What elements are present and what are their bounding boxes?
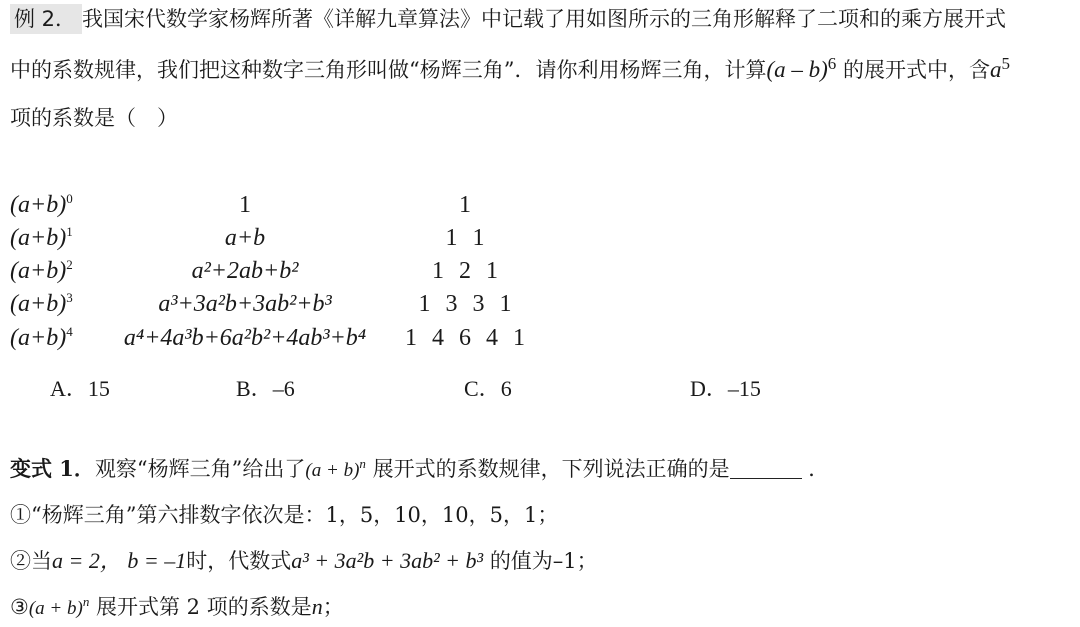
- yang-hui-triangle: [0, 190, 560, 360]
- statement-2-suffix: 的值为–1；: [489, 549, 598, 573]
- question-text-3: 项的系数是（ ）: [10, 106, 178, 130]
- variant-expression: (a + b): [305, 460, 360, 481]
- option-a[interactable]: A．15: [50, 376, 110, 401]
- row-coefficients: 1: [459, 192, 471, 218]
- statement-1: [10, 500, 558, 530]
- question-text-2b: 的展开式中，含: [842, 58, 990, 82]
- variant-label: 变式 1．: [10, 456, 95, 481]
- term-exponent: 5: [1001, 54, 1010, 73]
- row-label: $(a+b)^1$: [10, 224, 73, 251]
- example-label: 例 2．: [10, 4, 82, 34]
- question-line-3: [10, 103, 178, 133]
- statement-3-exponent: n: [82, 594, 90, 609]
- row-label: $(a+b)^4$: [10, 324, 73, 351]
- statement-3-middle: 展开式第 2 项的系数是: [96, 595, 312, 619]
- variant-exponent: n: [359, 456, 366, 471]
- row-coefficients: 1 3 3 1: [418, 291, 512, 317]
- statement-2-condition: a = 2， b = –1: [52, 548, 187, 573]
- row-expression: a+b: [224, 225, 266, 251]
- row-expression: 1: [239, 192, 251, 218]
- row-label: $(a+b)^0$: [10, 191, 73, 218]
- variant-line: [10, 454, 829, 486]
- statement-2: [10, 546, 598, 576]
- row-coefficients: 1 2 1: [432, 258, 498, 284]
- question-line-2: [10, 55, 1010, 85]
- statement-2-prefix: ②当: [10, 549, 52, 573]
- row-coefficients: 1 4 6 4 1: [405, 325, 525, 351]
- variant-text-b: 展开式的系数规律，下列说法正确的是: [372, 457, 730, 481]
- question-line-1: [10, 4, 1006, 34]
- option-c[interactable]: C．6: [464, 376, 512, 401]
- statement-3-suffix: ；: [322, 595, 344, 619]
- row-expression: a²+2ab+b²: [191, 258, 299, 284]
- statement-1-text: ①“杨辉三角”第六排数字依次是：1，5，10，10，5，1；: [10, 503, 559, 527]
- answer-blank[interactable]: [730, 458, 802, 479]
- row-expression: a⁴+4a³b+6a²b²+4ab³+b⁴: [123, 325, 367, 351]
- statement-2-expression: a³ + 3a²b + 3ab² + b³: [291, 548, 484, 573]
- row-label: $(a+b)^2$: [10, 257, 73, 284]
- row-expression: a³+3a²b+3ab²+b³: [158, 291, 332, 317]
- statement-3-variable: n: [311, 594, 323, 619]
- row-coefficients: 1 1: [445, 225, 485, 251]
- power-expression: (a – b): [766, 57, 828, 82]
- row-label: $(a+b)^3$: [10, 290, 73, 317]
- power-exponent: 6: [827, 54, 837, 73]
- option-d[interactable]: D．–15: [690, 376, 761, 401]
- option-b[interactable]: B．–6: [236, 376, 295, 401]
- statement-3-prefix: ③: [10, 595, 29, 619]
- question-text-2a: 中的系数规律，我们把这种数字三角形叫做“杨辉三角”．请你利用杨辉三角，计算: [10, 58, 767, 82]
- variant-text-a: 观察“杨辉三角”给出了: [94, 457, 306, 481]
- term-variable: a: [989, 57, 1002, 82]
- question-text-1: 我国宋代数学家杨辉所著《详解九章算法》中记载了用如图所示的三角形解释了二项和的乘方展开式: [82, 7, 1007, 31]
- variant-text-end: ．: [808, 457, 830, 481]
- statement-3-expression: (a + b): [28, 598, 83, 619]
- statement-3: [10, 592, 344, 624]
- statement-2-middle: 时，代数式: [186, 549, 292, 573]
